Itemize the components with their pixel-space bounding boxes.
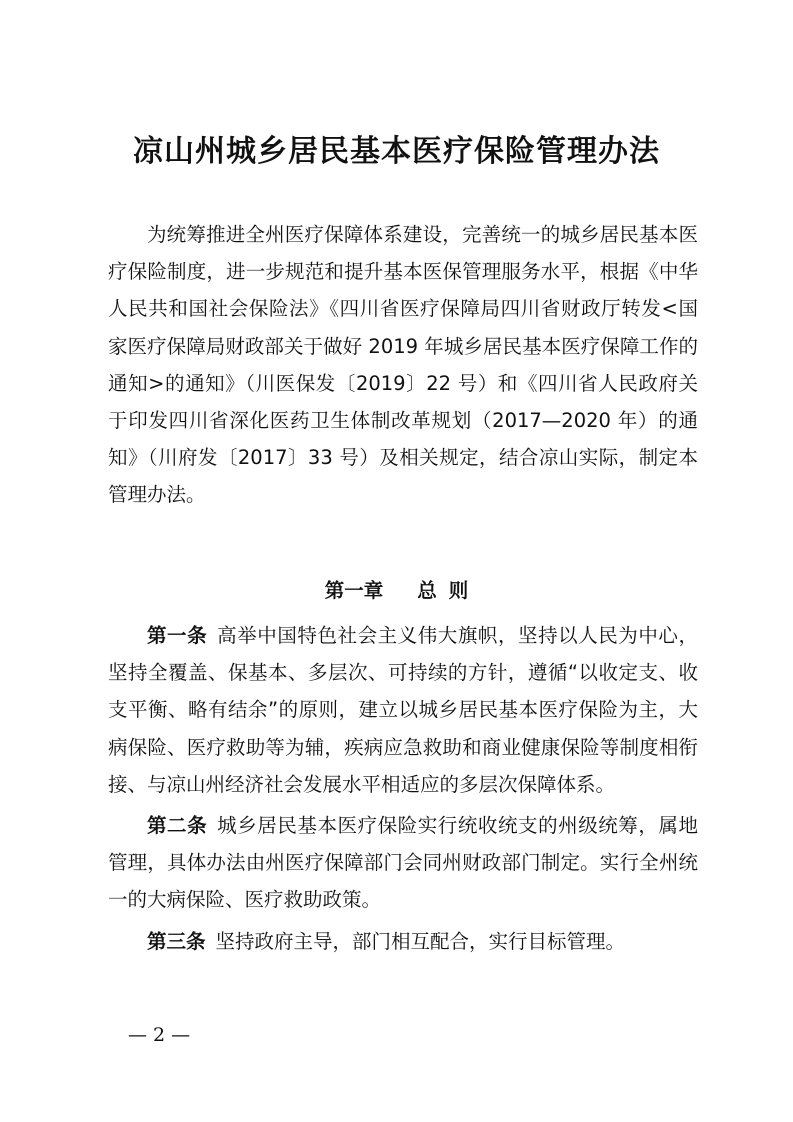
chapter-heading: [0, 576, 793, 606]
document-title: 凉山州城乡居民基本医疗保险管理办法: [133, 134, 660, 169]
article-2: [108, 807, 698, 919]
articles-block: [108, 617, 698, 964]
article-1: [108, 617, 698, 803]
page-number: — 2 —: [128, 1024, 191, 1046]
chapter-label: 第一章: [324, 579, 384, 602]
preamble-paragraph: 为统筹推进全州医疗保障体系建设，完善统一的城乡居民基本医疗保险制度，进一步规范和提升基本医保管理服务水平，根据《中华人民共和国社会保险法》《四川省医疗保障局四川省财政厅转发<国家医疗保障局财政部关于做好 2019 年城乡居民基本医疗保障工作的通知>的通知》（川医保发〔2019〕22 号）和《四川省人民政府关于印发四川省深化医药卫生体制改革规划（2017—2020 年）的通知》（川府发〔2017〕33 号）及相关规定，结合凉山实际，制定本管理办法。: [108, 223, 698, 507]
chapter-name-second: 则: [448, 579, 469, 602]
article-3-text: 坚持政府主导，部门相互配合，实行目标管理。: [215, 929, 626, 953]
article-2-text: 城乡居民基本医疗保险实行统收统支的州级统筹，属地管理，具体办法由州医疗保障部门会同州财政部门制定。实行全州统一的大病保险、医疗救助政策。: [108, 814, 698, 912]
chapter-name-first: 总: [417, 579, 437, 602]
article-2-label: 第二条: [147, 814, 208, 838]
article-3: [108, 923, 698, 960]
preamble-block: [108, 216, 698, 514]
article-1-text: 高举中国特色社会主义伟大旗帜，坚持以人民为中心，坚持全覆盖、保基本、多层次、可持续的方针，遵循“以收定支、收支平衡、略有结余”的原则，建立以城乡居民基本医疗保险为主，大病保险、医疗救助等为辅，疾病应急救助和商业健康保险等制度相衔接、与凉山州经济社会发展水平相适应的多层次保障体系。: [108, 624, 698, 796]
article-1-label: 第一条: [147, 624, 208, 647]
article-3-label: 第三条: [147, 929, 206, 953]
